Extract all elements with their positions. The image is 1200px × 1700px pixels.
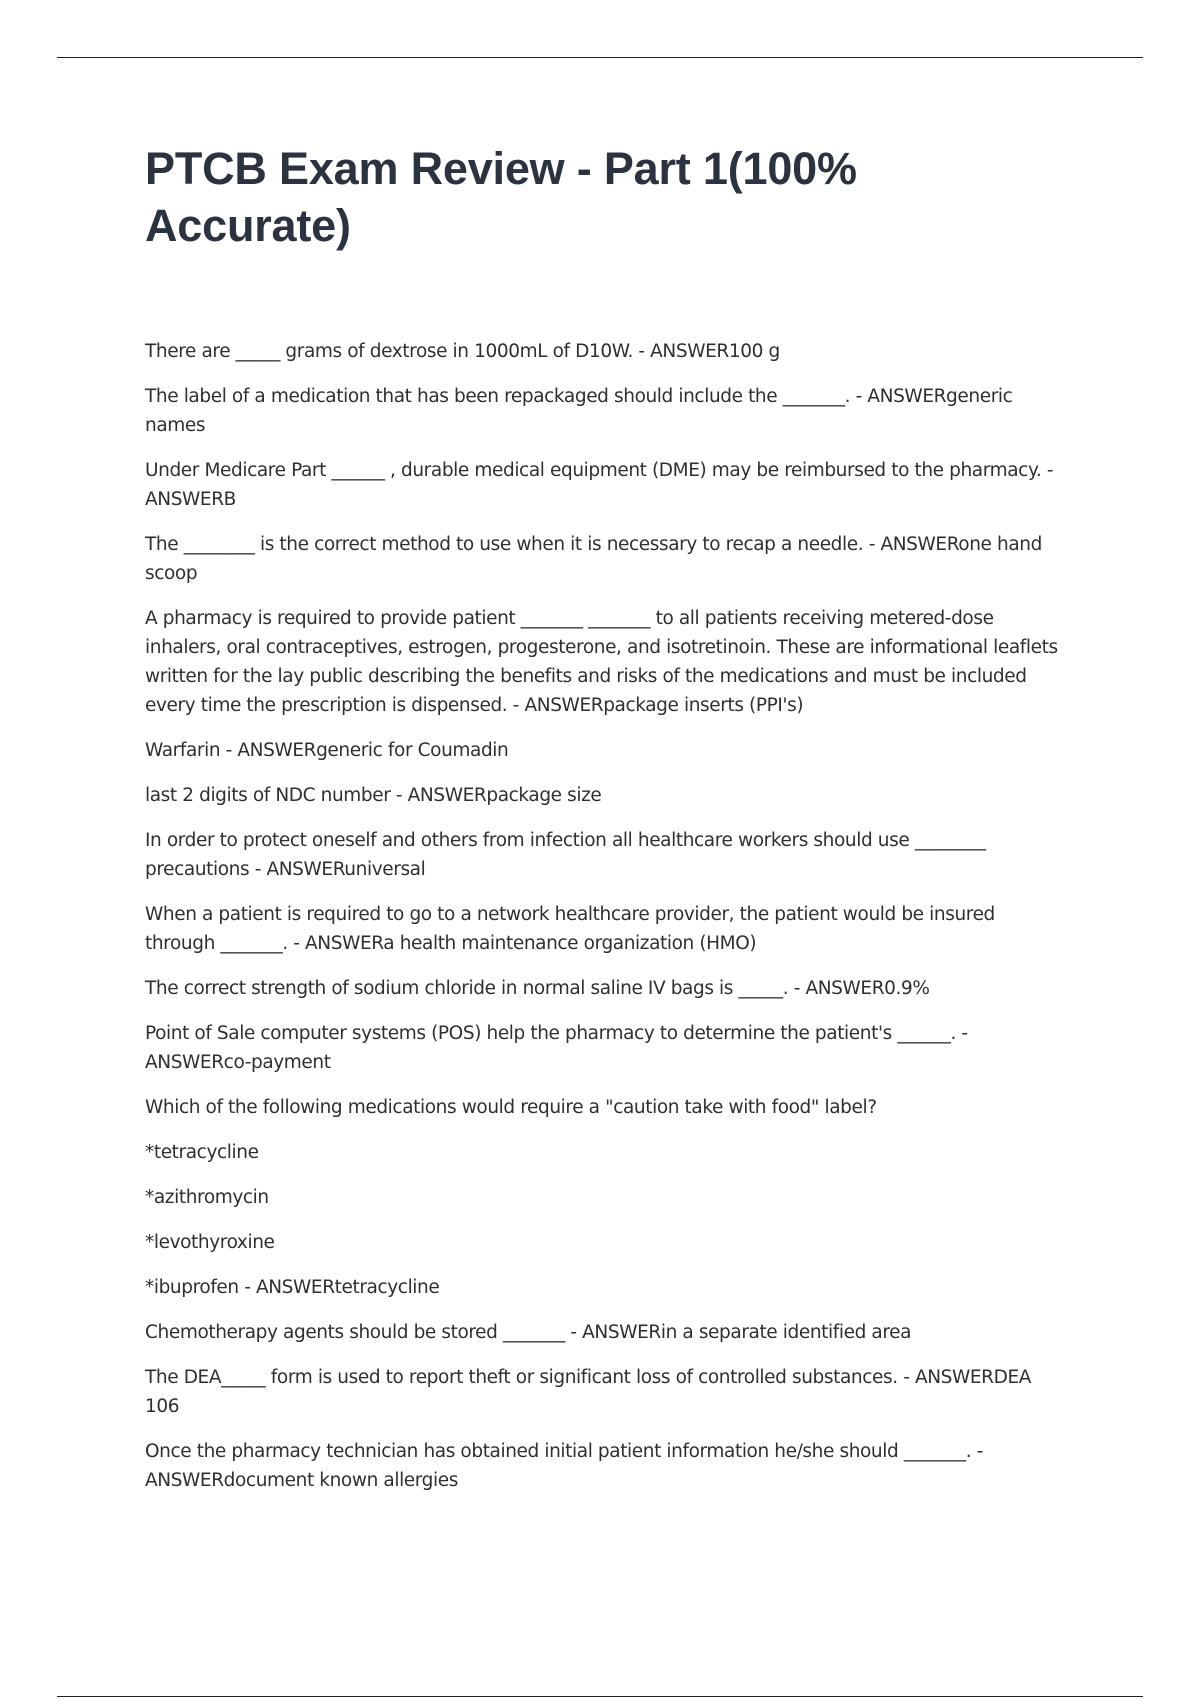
qa-list xyxy=(145,337,1065,1495)
qa-option: *ibuprofen - ANSWERtetracycline xyxy=(145,1277,440,1298)
qa-item: There are _____ grams of dextrose in 1000mL of D10W. - ANSWER100 g xyxy=(145,341,780,362)
qa-item: Chemotherapy agents should be stored _______ - ANSWERin a separate identified area xyxy=(145,1322,912,1343)
qa-item: When a patient is required to go to a network healthcare provider, the patient would be insured through _______. - ANSWERa health maintenance organization (HMO) xyxy=(145,904,995,954)
qa-option: *tetracycline xyxy=(145,1142,259,1163)
document-body xyxy=(145,140,1065,1511)
qa-item: The correct strength of sodium chloride in normal saline IV bags is _____. - ANSWER0.9% xyxy=(145,978,930,999)
qa-option: *azithromycin xyxy=(145,1187,269,1208)
qa-item: Under Medicare Part ______ , durable medical equipment (DME) may be reimbursed to the pharmacy. - ANSWERB xyxy=(145,460,1054,510)
bottom-divider xyxy=(57,1696,1143,1697)
qa-item: The ________ is the correct method to use when it is necessary to recap a needle. - ANSWERone hand scoop xyxy=(145,534,1042,584)
qa-item: Point of Sale computer systems (POS) help the pharmacy to determine the patient's ______. - ANSWERco-payment xyxy=(145,1023,968,1073)
qa-item: The label of a medication that has been repackaged should include the _______. - ANSWERgeneric names xyxy=(145,386,1013,436)
page-title: PTCB Exam Review - Part 1(100% Accurate) xyxy=(145,143,857,251)
qa-item: In order to protect oneself and others from infection all healthcare workers should use ________ precautions - ANSWERuniversal xyxy=(145,830,986,880)
qa-item: The DEA_____ form is used to report theft or significant loss of controlled substances. - ANSWERDEA 106 xyxy=(145,1367,1032,1417)
qa-item: last 2 digits of NDC number - ANSWERpackage size xyxy=(145,785,602,806)
qa-item: Warfarin - ANSWERgeneric for Coumadin xyxy=(145,740,509,761)
qa-item: A pharmacy is required to provide patient _______ _______ to all patients receiving metered-dose inhalers, oral contraceptives, estrogen, progesterone, and isotretinoin. These are informational leaflets written for the lay public describing the benefits and risks of the medications and must be included every time the prescription is dispensed. - ANSWERpackage inserts (PPI's) xyxy=(145,608,1058,716)
qa-item: Which of the following medications would require a "caution take with food" label? xyxy=(145,1097,877,1118)
qa-item: Once the pharmacy technician has obtained initial patient information he/she should _______. - ANSWERdocument known allergies xyxy=(145,1441,984,1491)
qa-option: *levothyroxine xyxy=(145,1232,275,1253)
top-divider xyxy=(57,57,1143,58)
